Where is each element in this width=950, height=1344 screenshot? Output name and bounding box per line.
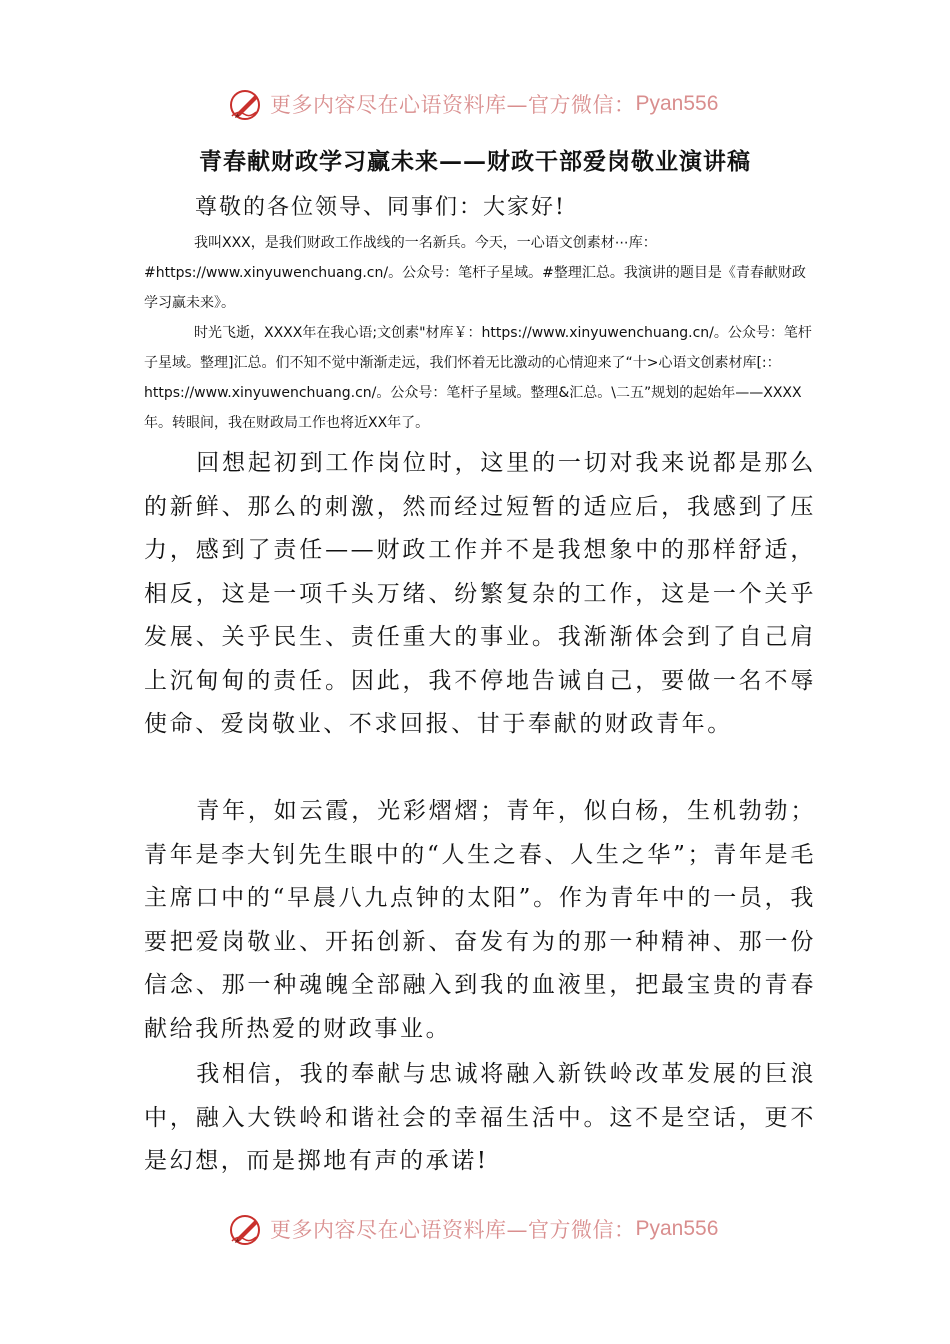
pen-writing-icon [228, 86, 264, 122]
greeting: 尊敬的各位领导、同事们：大家好! [195, 195, 566, 220]
paragraph-time [144, 318, 814, 438]
paragraph-promise [144, 1053, 816, 1184]
pen-writing-icon [228, 1211, 264, 1247]
paragraph-text: 我相信，我的奉献与忠诚将融入新铁岭改革发展的巨浪中，融入大铁岭和谐社会的幸福生活中。这不是空话，更不是幻想，而是掷地有声的承诺! [144, 1061, 816, 1174]
wechat-id: Pyan556 [635, 1217, 719, 1240]
paragraph-text: 回想起初到工作岗位时，这里的一切对我来说都是那么的新鲜、那么的刺激，然而经过短暂的适应后，我感到了压力，感到了责任——财政工作并不是我想象中的那样舒适，相反，这是一项千头万绪、纷繁复杂的工作，这是一个关乎发展、关乎民生、责任重大的事业。我渐渐体会到了自己肩上沉甸甸的责任。因此，我不停地告诫自己，要做一名不辱使命、爱岗敬业、不求回报、甘于奉献的财政青年。 [144, 450, 816, 737]
paragraph-text: 青年，如云霞，光彩熠熠；青年，似白杨，生机勃勃；青年是李大钊先生眼中的“人生之春、人生之华”；青年是毛主席口中的“早晨八九点钟的太阳”。作为青年中的一员，我要把爱岗敬业、开拓创新、奋发有为的那一种精神、那一份信念、那一种魂魄全部融入到我的血液里，把最宝贵的青春献给我所热爱的财政事业。 [144, 798, 816, 1042]
paragraph-text: 我叫XXX，是我们财政工作战线的一名新兵。今天，一心语文创素材⋯库：#https://www.xinyuwenchuang.cn/。公众号：笔杆子星域。#整理汇总。我演讲的题目是《青春献财政学习赢未来》。 [144, 235, 806, 311]
banner-text: 更多内容尽在心语资料库—官方微信： [270, 1218, 636, 1242]
page-title: 青春献财政学习赢未来——财政干部爱岗敬业演讲稿 [199, 148, 751, 175]
paragraph-text: 时光飞逝，XXXX年在我心语;文创素"材库￥：https://www.xinyuwenchuang.cn/。公众号：笔杆子星域。整理]汇总。们不知不觉中渐渐走远，我们怀着无比激动的心情迎来了“十>心语文创素材库[:：https://www.xinyuwenchuang.cn/。公众号：笔杆子星域。整理&汇总。\二五”规划的起始年——XXXX年。转眼间，我在财政局工作也将近XX年了。 [144, 325, 812, 431]
paragraph-intro [144, 228, 814, 318]
banner-text: 更多内容尽在心语资料库—官方微信： [270, 93, 636, 117]
header-banner [228, 84, 728, 124]
footer-banner [228, 1209, 728, 1249]
paragraph-recall [144, 442, 816, 747]
wechat-id: Pyan556 [635, 92, 719, 115]
paragraph-youth [144, 790, 816, 1051]
